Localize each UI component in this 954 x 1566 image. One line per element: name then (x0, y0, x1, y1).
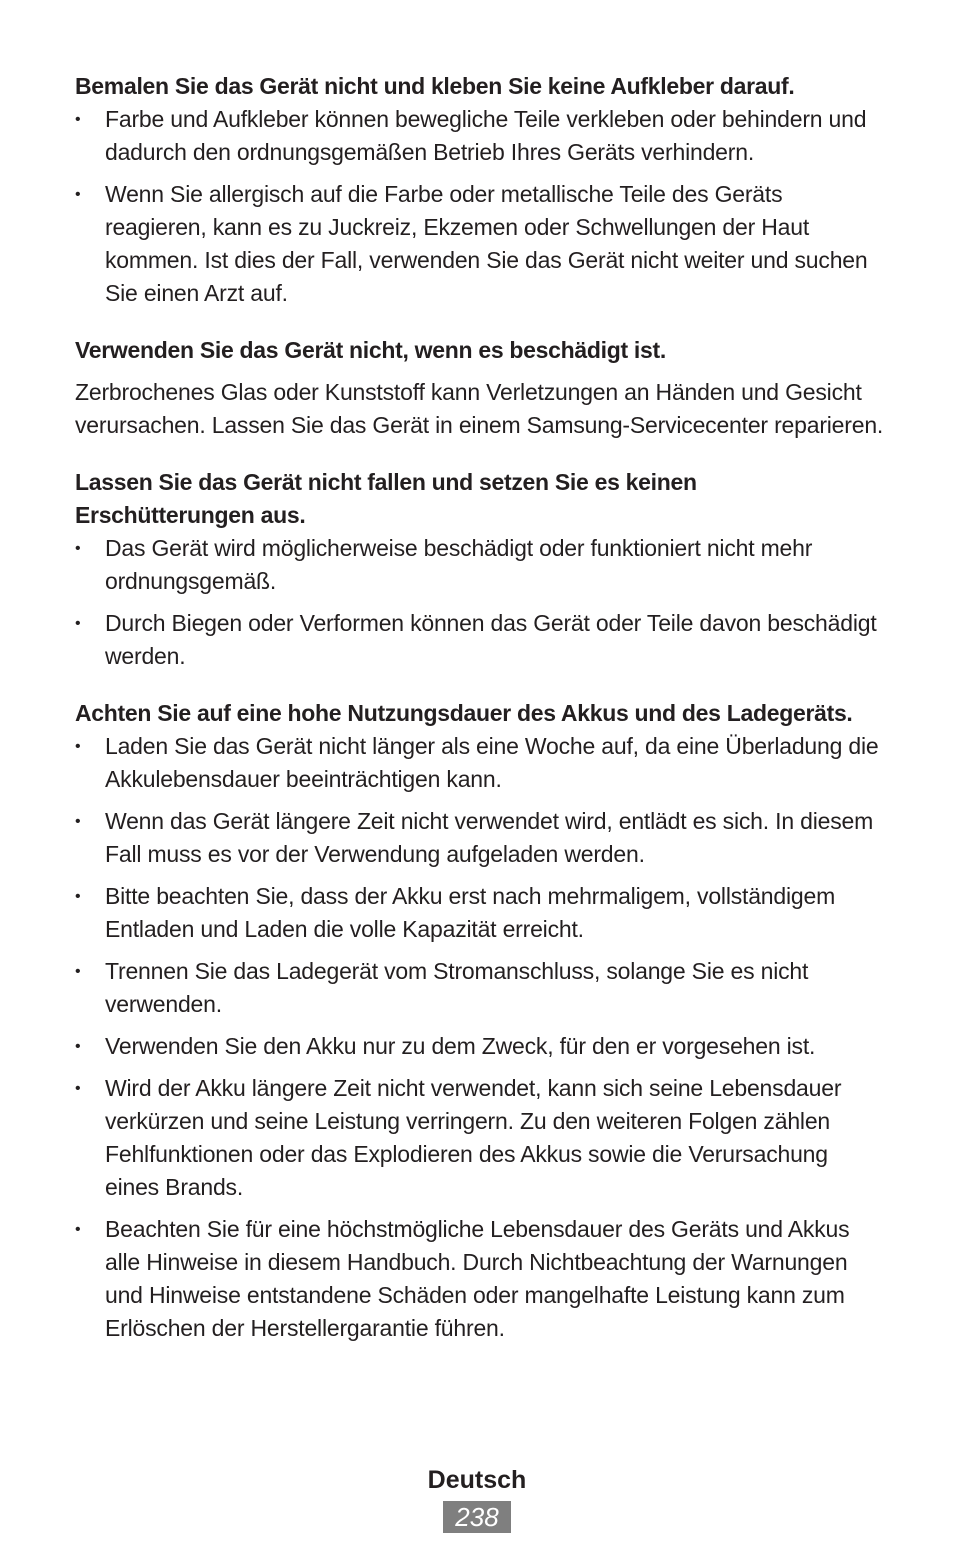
bullet-list (75, 532, 885, 673)
list-item: • Durch Biegen oder Verformen können das Gerät oder Teile davon beschädigt werden. (75, 607, 885, 673)
bullet-list (75, 730, 885, 1345)
page-content (75, 70, 885, 1345)
list-item: • Laden Sie das Gerät nicht länger als eine Woche auf, da eine Überladung die Akkulebensdauer beeinträchtigen kann. (75, 730, 885, 796)
section-heading: Verwenden Sie das Gerät nicht, wenn es beschädigt ist. (75, 337, 666, 363)
list-item: • Das Gerät wird möglicherweise beschädigt oder funktioniert nicht mehr ordnungsgemäß. (75, 532, 885, 598)
list-item: • Verwenden Sie den Akku nur zu dem Zweck, für den er vorgesehen ist. (75, 1030, 885, 1063)
section-heading: Achten Sie auf eine hohe Nutzungsdauer des Akkus und des Ladegeräts. (75, 700, 853, 726)
page-number: 238 (443, 1501, 511, 1533)
list-item: • Wird der Akku längere Zeit nicht verwendet, kann sich seine Lebensdauer verkürzen und seine Leistung verringern. Zu den weiteren Folgen zählen Fehlfunktionen oder das Explodieren des Akkus sowie die Verursachung eines Brands. (75, 1072, 885, 1204)
section-heading: Bemalen Sie das Gerät nicht und kleben Sie keine Aufkleber darauf. (75, 73, 795, 99)
page-footer (0, 1462, 954, 1533)
list-item: • Farbe und Aufkleber können bewegliche Teile verkleben oder behindern und dadurch den ordnungsgemäßen Betrieb Ihres Geräts verhindern. (75, 103, 885, 169)
list-item: • Wenn das Gerät längere Zeit nicht verwendet wird, entlädt es sich. In diesem Fall muss es vor der Verwendung aufgeladen werden. (75, 805, 885, 871)
section-paragraph: Zerbrochenes Glas oder Kunststoff kann Verletzungen an Händen und Gesicht verursachen. Lassen Sie das Gerät in einem Samsung-Servicecenter reparieren. (75, 379, 884, 438)
list-item: • Bitte beachten Sie, dass der Akku erst nach mehrmaligem, vollständigem Entladen und Laden die volle Kapazität erreicht. (75, 880, 885, 946)
footer-language: Deutsch (427, 1466, 527, 1494)
list-item: • Wenn Sie allergisch auf die Farbe oder metallische Teile des Geräts reagieren, kann es zu Juckreiz, Ekzemen oder Schwellungen der Haut kommen. Ist dies der Fall, verwenden Sie das Gerät nicht weiter und suchen Sie einen Arzt auf. (75, 178, 885, 310)
list-item: • Trennen Sie das Ladegerät vom Stromanschluss, solange Sie es nicht verwenden. (75, 955, 885, 1021)
bullet-list (75, 103, 885, 310)
section-heading: Lassen Sie das Gerät nicht fallen und setzen Sie es keinen Erschütterungen aus. (75, 469, 697, 528)
list-item: • Beachten Sie für eine höchstmögliche Lebensdauer des Geräts und Akkus alle Hinweise in diesem Handbuch. Durch Nichtbeachtung der Warnungen und Hinweise entstandene Schäden oder mangelhafte Leistung kann zum Erlöschen der Herstellergarantie führen. (75, 1213, 885, 1345)
